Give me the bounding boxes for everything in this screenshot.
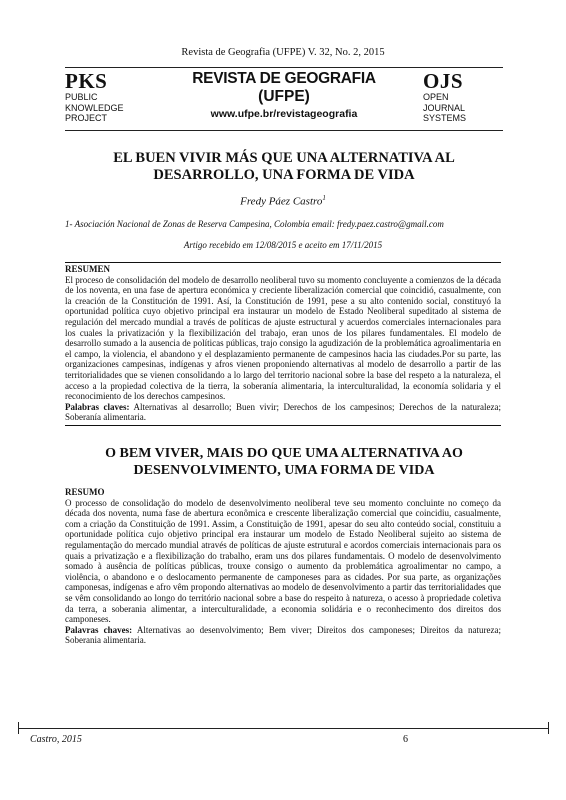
- article-title-es: [65, 150, 503, 184]
- footer-rule-tick: [18, 722, 19, 734]
- palavras-chaves-label: Palavras chaves:: [65, 624, 133, 635]
- pks-line: KNOWLEDGE: [65, 102, 124, 113]
- title-pt-line: DESENVOLVIMENTO, UMA FORMA DE VIDA: [133, 463, 435, 478]
- author-line: [0, 194, 566, 208]
- title-es-line: EL BUEN VIVIR MÁS QUE UNA ALTERNATIVA AL: [113, 150, 455, 166]
- resumen-body: El proceso de consolidación del modelo de desarrollo neoliberal tuvo su momento concluyente a comienzos de la década de los noventa, en una fase de apertura económica y creciente liberalización comercial que coincidió, casualmente, con la creación de la Constitución de 1991. Así, la Constitución de 1991, pese a su alto contenido social, constituyó la oportunidad política cuyo objetivo principal era instaurar un modelo de Estado Neoliberal supeditado al sistema de regulación del mercado mundial a través de políticas de ajuste estructural y acuerdos comerciales internacionales para los cuales la privatización y la flexibilización del trabajo, eran unos de los pilares fundamentales. El modelo de desarrollo sumado a la ausencia de políticas públicas, trajo consigo la agudización de la problemática agroalimentaria en el campo, la violencia, el abandono y el desplazamiento permanente de campesinos hacia las ciudades.Por su parte, las organizaciones campesinas, indígenas y afros vienen proponiendo alternativas al modelo de desarrollo a partir de las territorialidades que se vienen consolidando a lo largo del territorio nacional sobre la base del respeto a la naturaleza, el acceso a la propiedad colectiva de la tierra, la soberanía alimentaria, la interculturalidad, la economía solidaria y el reconocimiento de los derechos campesinos.: [65, 274, 501, 402]
- palabras-claves-value: Alternativas al desarrollo; Buen vivir; Derechos de los campesinos; Derechos de la naturaleza; Soberanía alimentaria.: [65, 401, 501, 423]
- author-name: Fredy Páez Castro: [240, 195, 323, 208]
- journal-title-block: [145, 70, 423, 122]
- ojs-line: SYSTEMS: [423, 113, 467, 123]
- palabras-claves-label: Palabras claves:: [65, 401, 130, 412]
- received-date: Artigo recebido em 12/08/2015 e aceito em 17/11/2015: [183, 240, 383, 250]
- author-affiliation-marker: 1: [322, 194, 326, 202]
- footer-citation: Castro, 2015: [30, 734, 82, 745]
- journal-title-sub: (UFPE): [258, 88, 310, 105]
- affiliation: 1- Asociación Nacional de Zonas de Reserva Campesina, Colombia email: fredy.paez.castro@gmail.com: [65, 219, 444, 229]
- pks-subtitle: [65, 92, 145, 124]
- pks-line: PROJECT: [65, 113, 108, 123]
- title-pt-line: O BEM VIVER, MAIS DO QUE UMA ALTERNATIVA AO: [105, 446, 463, 461]
- resumo-body: O processo de consolidação do modelo de desenvolvimento neoliberal teve seu momento concluinte no começo da década dos noventa, numa fase de abertura econômica e crescente liberalização comercial que coincidiu, casualmente, com a criação da Constituição de 1991. Assim, a Constituição de 1991, apesar do seu alto conteúdo social, constituiu a oportunidade política cujo objetivo principal era instaurar um modelo de Estado Neoliberal sujeito ao sistema de regulamentação do mercado mundial através de políticas de ajuste estrutural e acordos comerciais internacionais para os quais a privatização e a flexibilização do trabalho, eram uns dos pilares fundamentais. O modelo de desenvolvimento somado à ausência de políticas públicas, trouxe consigo o aumento da problemática agroalimentar no campo, a violência, o abandono e o deslocamento permanente de camponeses para as cidades. Por sua parte, as organizações camponesas, indígenas e afro vêm propondo alternativas ao modelo de desenvolvimento a partir das territorialidades que se vêm consolidando ao longo do território nacional sobre a base do respeito à natureza, o acesso à propriedade coletiva da terra, a soberania alimentar, a interculturalidade, a economia solidária e o reconhecimento dos direitos dos camponeses.: [65, 497, 501, 625]
- pks-logo-text: PKS: [65, 69, 108, 93]
- ojs-line: OPEN: [423, 92, 449, 102]
- pks-line: PUBLIC: [65, 92, 98, 102]
- running-head: Revista de Geografia (UFPE) V. 32, No. 2, 2015: [181, 47, 385, 58]
- article-title-pt: [65, 445, 503, 479]
- resumen-heading: RESUMEN: [65, 264, 111, 274]
- journal-title: REVISTA DE GEOGRAFIA: [192, 70, 376, 87]
- palavras-chaves-value: Alternativas ao desenvolvimento; Bem viver; Direitos dos camponeses; Direitos da natureza; Soberania alimentaria.: [65, 624, 501, 646]
- footer-rule-tick: [548, 722, 549, 734]
- journal-masthead: [65, 67, 503, 131]
- resumen-block: [65, 262, 501, 426]
- pks-logo: [65, 70, 145, 124]
- ojs-logo-text: OJS: [423, 69, 464, 93]
- resumo-heading: RESUMO: [65, 487, 105, 497]
- resumo-block: [65, 487, 501, 646]
- palavras-chaves: [65, 625, 501, 646]
- ojs-logo: [423, 70, 503, 124]
- footer-rule: [18, 728, 548, 729]
- journal-url[interactable]: www.ufpe.br/revistageografia: [210, 108, 358, 120]
- palabras-claves: [65, 402, 501, 423]
- page-number: 6: [403, 734, 408, 745]
- ojs-subtitle: [423, 92, 503, 124]
- title-es-line: DESARROLLO, UNA FORMA DE VIDA: [153, 167, 415, 183]
- ojs-line: JOURNAL: [423, 102, 466, 113]
